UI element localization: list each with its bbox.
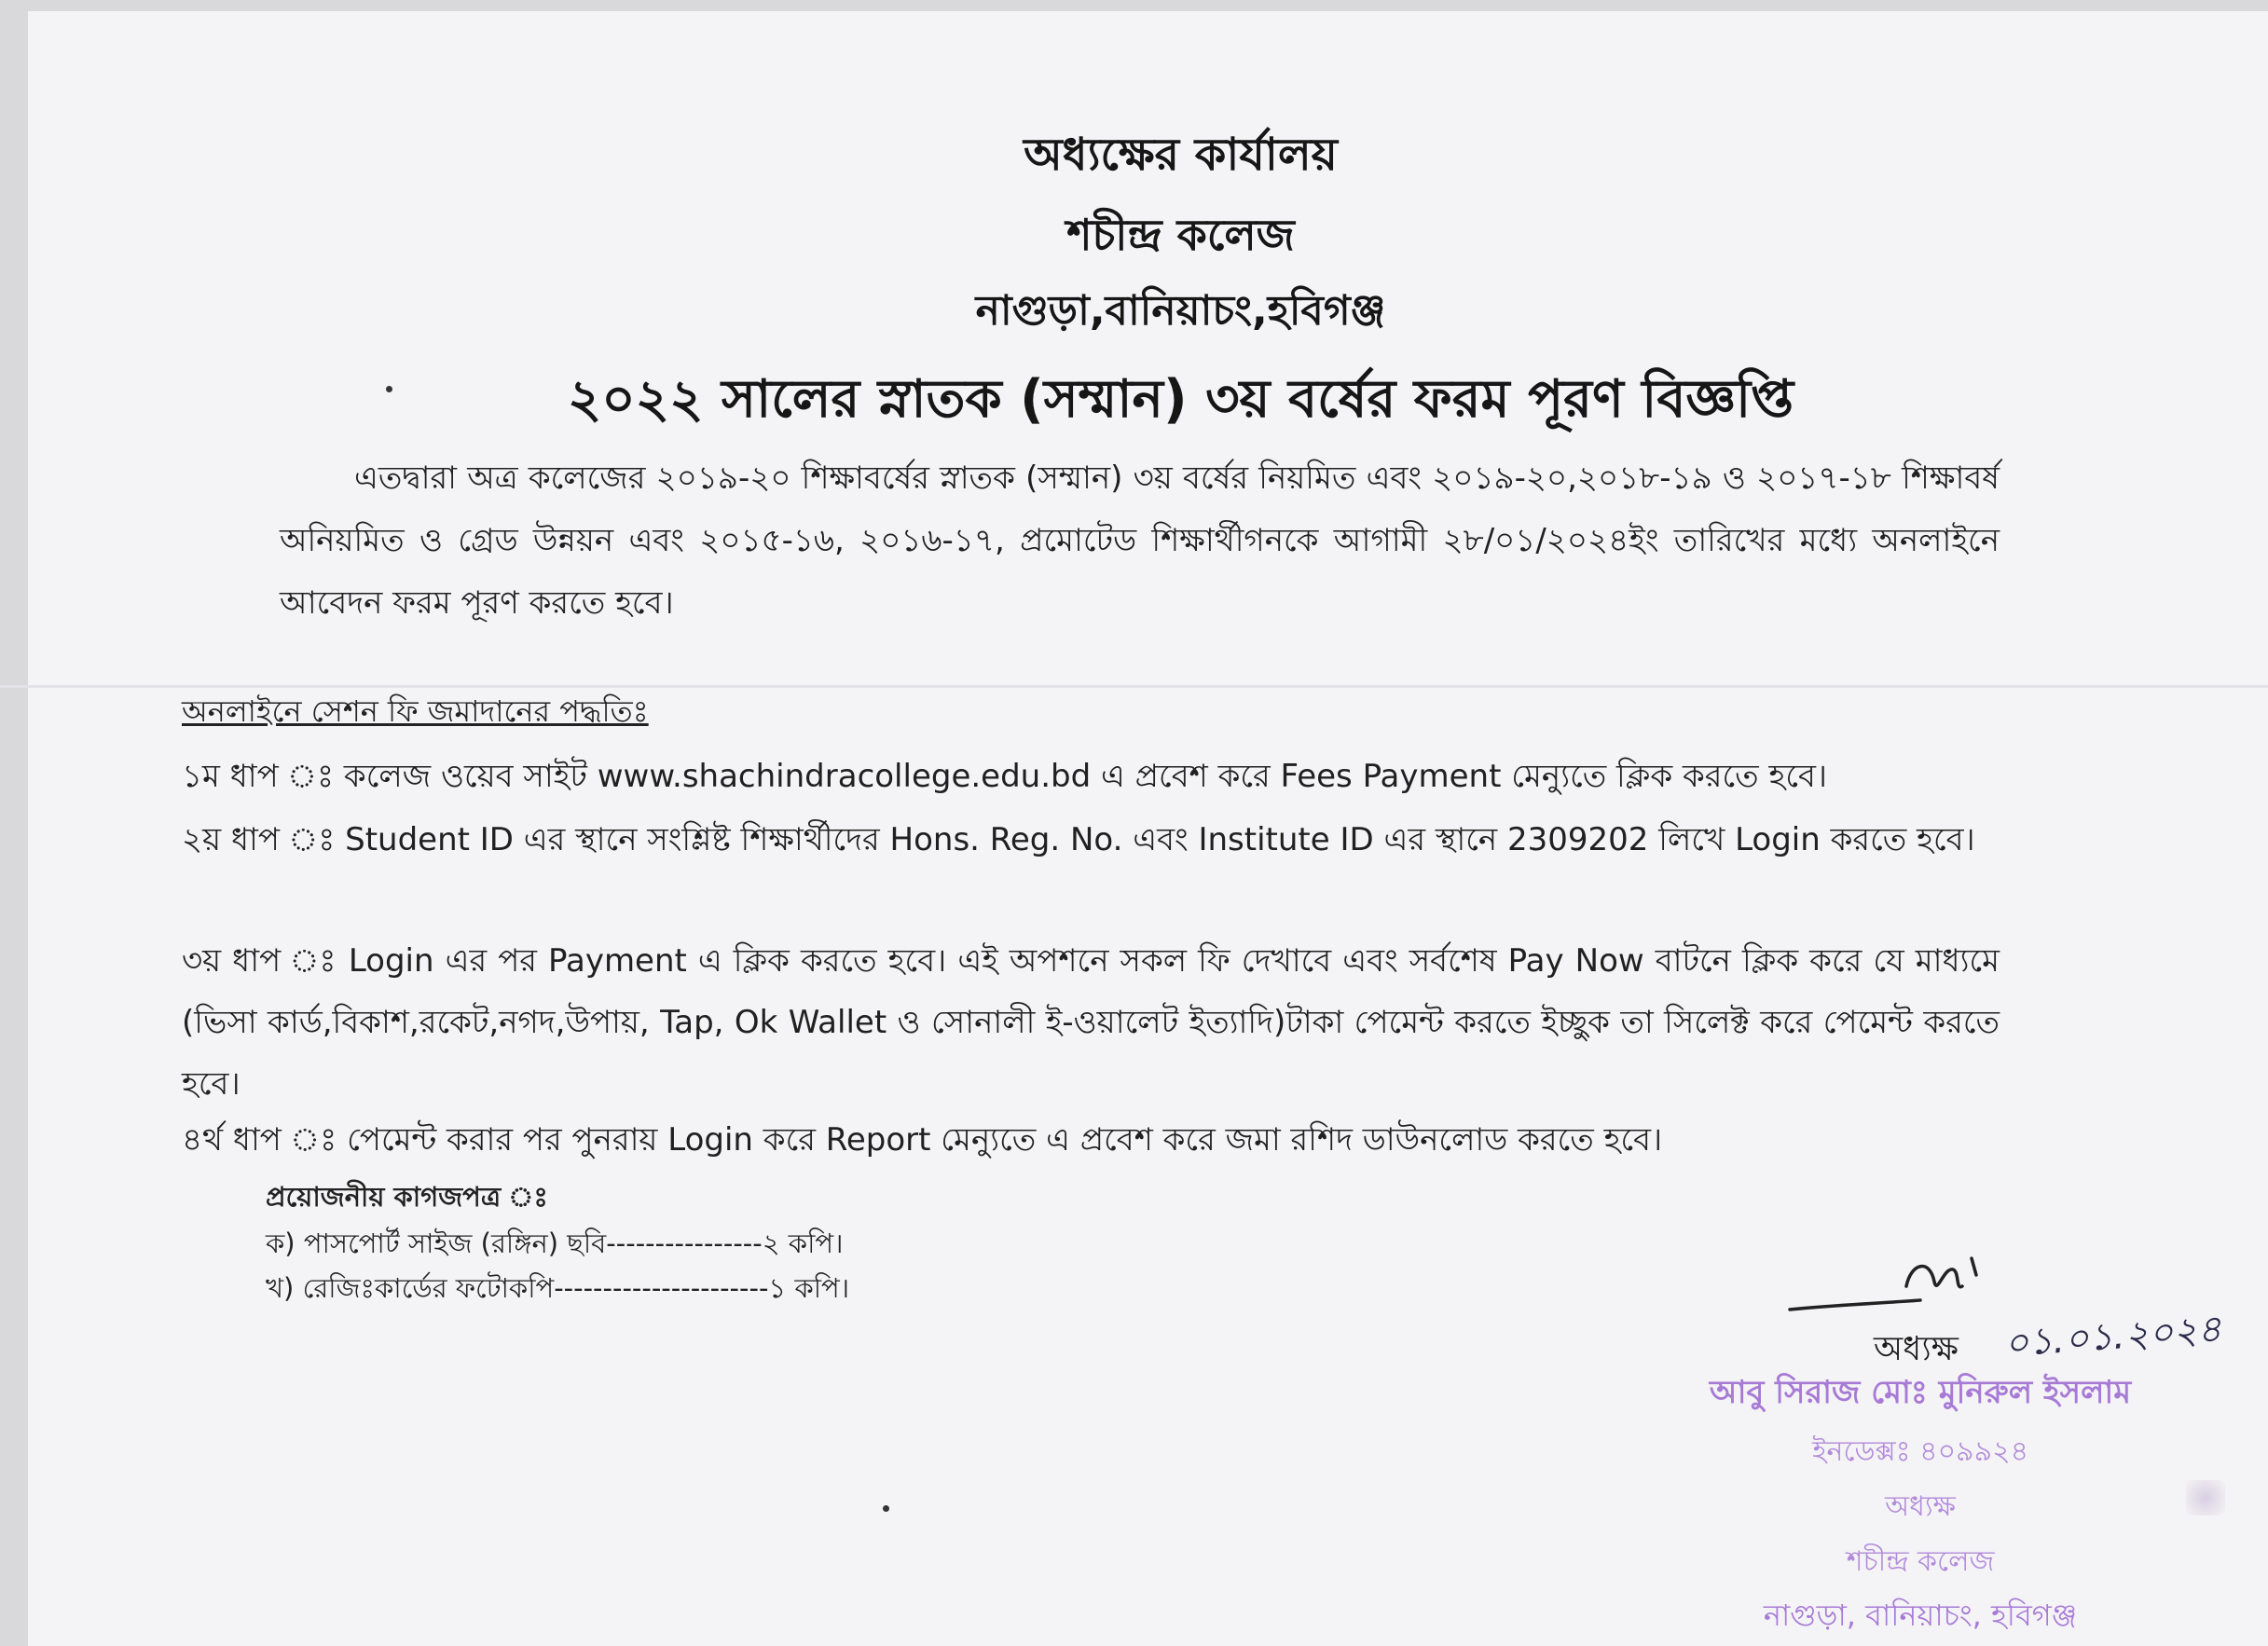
stamp-index: ইনডেক্সঃ ৪০৯৯২৪ bbox=[1811, 1435, 2029, 1468]
document-item-reg-card: খ) রেজিঃকার্ডের ফটোকপি----------------------১ কপি। bbox=[266, 1272, 850, 1304]
stray-dot bbox=[883, 1505, 889, 1512]
handwritten-signature bbox=[1780, 1249, 2023, 1333]
office-heading: অধ্যক্ষের কার্যালয় bbox=[1024, 129, 1338, 181]
college-name: শচীন্দ্র কলেজ bbox=[1066, 210, 1295, 260]
payment-step-4: ৪র্থ ধাপ ঃ পেমেন্ট করার পর পুনরায় Login করে Report মেন্যুতে এ প্রবেশ করে জমা রশিদ ডাউনলোড করতে হবে। bbox=[182, 1121, 1663, 1159]
intro-paragraph: এতদ্বারা অত্র কলেজের ২০১৯-২০ শিক্ষাবর্ষের স্নাতক (সম্মান) ৩য় বর্ষের নিয়মিত এবং ২০১৯-২০,২০১৮-১৯ ও ২০১৭-১৮ শিক্ষাবর্ষ অনিয়মিত ও গ্রেড উন্নয়ন এবং ২০১৫-১৬, ২০১৬-১৭, প্রমোটেড শিক্ষার্থীগনকে আগামী ২৮/০১/২০২৪ইং তারিখের মধ্যে অনলাইনে আবেদন ফরম পূরণ করতে হবে। bbox=[280, 460, 2000, 622]
college-address: নাগুড়া,বানিয়াচং,হবিগঞ্জ bbox=[975, 287, 1386, 335]
document-item-photo: ক) পাসপোর্ট সাইজ (রঙ্গিন) ছবি----------------২ কপি। bbox=[266, 1228, 844, 1259]
payment-step-2: ২য় ধাপ ঃ Student ID এর স্থানে সংশ্লিষ্ট শিক্ষার্থীদের Hons. Reg. No. এবং Institute ID এর স্থানে 2309202 লিখে Login করতে হবে। bbox=[182, 821, 1975, 858]
ink-smudge bbox=[2186, 1480, 2225, 1516]
signatory-title: অধ্যক্ষ bbox=[1874, 1330, 1959, 1368]
payment-section-title: অনলাইনে সেশন ফি জমাদানের পদ্ধতিঃ bbox=[182, 693, 649, 729]
signature-date: ০১.০১.২০২৪ bbox=[2002, 1307, 2223, 1366]
stamp-college: শচীন্দ্র কলেজ bbox=[1846, 1545, 1995, 1578]
stray-dot bbox=[386, 386, 392, 392]
notice-title: ২০২২ সালের স্নাতক (সম্মান) ৩য় বর্ষের ফরম পূরণ বিজ্ঞপ্তি bbox=[567, 369, 1794, 430]
stamp-designation: অধ্যক্ষ bbox=[1885, 1490, 1956, 1523]
payment-step-1: ১ম ধাপ ঃ কলেজ ওয়েব সাইট www.shachindracollege.edu.bd এ প্রবেশ করে Fees Payment মেন্যুতে ক্লিক করতে হবে। bbox=[182, 758, 1828, 795]
stamp-address: নাগুড়া, বানিয়াচং, হবিগঞ্জ bbox=[1763, 1598, 2078, 1633]
documents-title: প্রয়োজনীয় কাগজপত্র ঃ bbox=[266, 1181, 548, 1213]
payment-step-3: ৩য় ধাপ ঃ Login এর পর Payment এ ক্লিক করতে হবে। এই অপশনে সকল ফি দেখাবে এবং সর্বশেষ Pay Now বাটনে ক্লিক করে যে মাধ্যমে (ভিসা কার্ড,বিকাশ,রকেট,নগদ,উপায়, Tap, Ok Wallet ও সোনালী ই-ওয়ালেট ইত্যাদি)টাকা পেমেন্ট করতে ইচ্ছুক তা সিলেক্ট করে পেমেন্ট করতে হবে। bbox=[182, 942, 2000, 1103]
official-seal bbox=[1697, 1368, 2144, 1642]
stamp-name: আবু সিরাজ মোঃ মুনিরুল ইসলাম bbox=[1709, 1374, 2132, 1411]
